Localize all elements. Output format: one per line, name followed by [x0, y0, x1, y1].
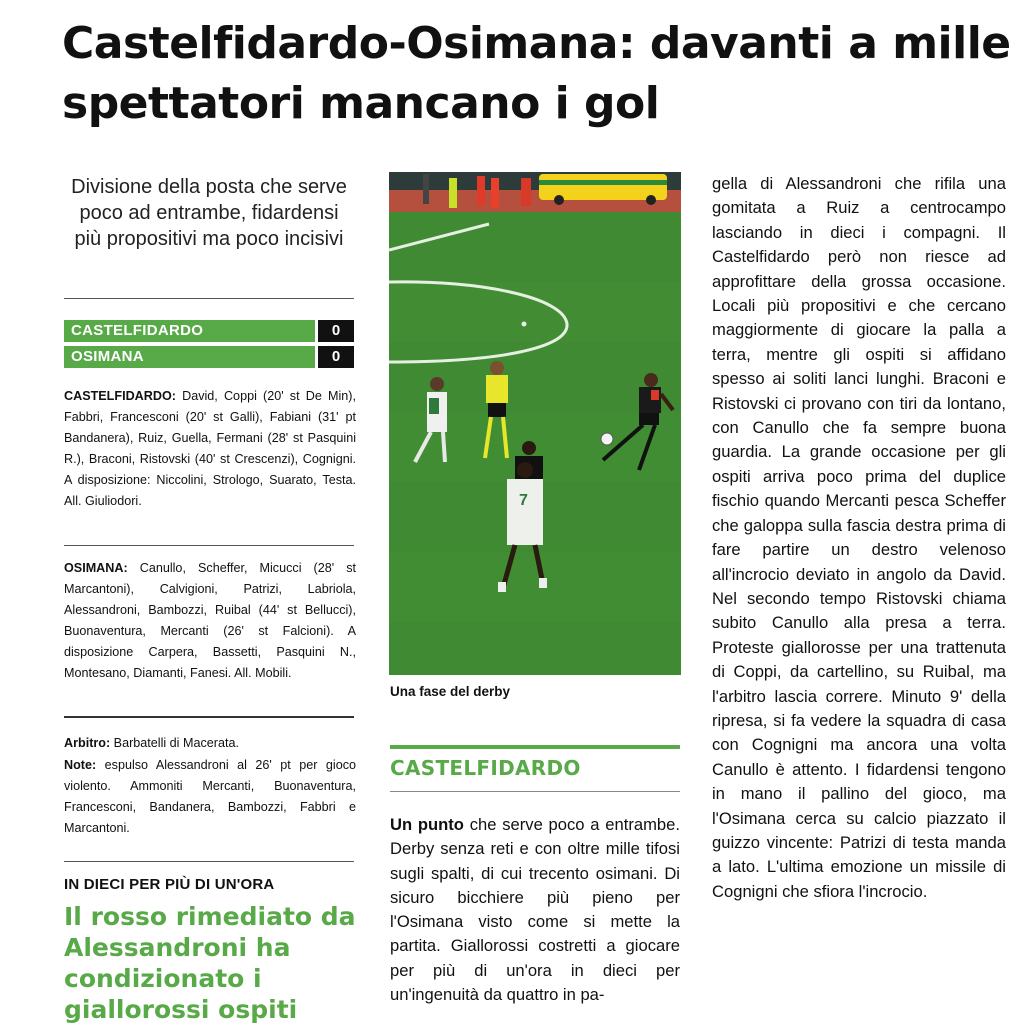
article-lead: Un punto — [390, 815, 464, 834]
home-lineup-text: David, Coppi (20' st De Min), Fabbri, Francesconi (20' st Galli), Fabiani (31' pt Bandanera), Ruiz, Guella, Fermani (28' st Pasquini R.), Braconi, Ristovski (40' st Crescenzi), Cognigni. A disposizione: Niccolini, Strologo, Suarato, Testa. All. Giuliodori. — [64, 389, 356, 508]
score-team-name: OSIMANA — [64, 346, 315, 368]
referee-label: Arbitro: — [64, 736, 111, 750]
section-title: CASTELFIDARDO — [390, 756, 581, 780]
score-goals: 0 — [318, 320, 354, 342]
referee-text: Barbatelli di Macerata. — [113, 736, 239, 750]
home-lineup-label: CASTELFIDARDO: — [64, 389, 176, 403]
article-column-2: gella di Alessandroni che rifila una gomitata a Ruiz a centrocampo lasciando in dieci i compagni. Il Castelfidardo però non riesce ad approfittare della grossa occasione. Locali più propositivi e che cercano maggiormente di giocare la palla a terra, mentre gli ospiti si affidano spesso ai soliti lanci lunghi. Braconi e Ristovski ci provano con tiri da lontano, con Canullo che fa sempre buona guardia. La grande occasione per gli ospiti arriva poco prima del duplice fischio quando Mercanti pesca Scheffer che galoppa sulla fascia destra prima di fare partire un destro velenoso all'incrocio deviato in angolo da David. Nel secondo tempo Ristovski chiama subito Canullo alla presa a terra. Proteste giallorosse per una trattenuta di Coppi, da cartellino, su Ruibal, ma l'arbitro lascia correre. Minuto 9' della ripresa, si fa vedere la squadra di casa con Cognigni ma ancora una volta Canullo è attento. I fidardensi tengono in mano il pallino del gioco, ma l'Osimana cerca su calcio piazzato il guizzo vincente: Patrizi di testa manda a lato. L'ultima emozione un missile di Cognigni che sfiora l'incrocio. — [712, 174, 1006, 901]
score-row-home — [64, 320, 354, 342]
match-photo — [389, 172, 681, 675]
section-rule — [390, 745, 680, 749]
shirt-number: 7 — [519, 492, 528, 509]
score-goals: 0 — [318, 346, 354, 368]
divider — [64, 298, 354, 299]
divider — [64, 545, 354, 546]
headline: Castelfidardo-Osimana: davanti a mille spettatori mancano i gol — [62, 18, 1011, 129]
article-text-1: che serve poco a entrambe. Derby senza reti e con oltre mille tifosi sugli spalti, di cui trecento osimani. Di sicuro bicchiere più pieno per l'Osimana visto come si mette la partita. Giallorossi costretti a giocare per più di un'ora in dieci per un'ingenuità da quattro in pa- — [390, 815, 680, 1005]
divider — [64, 716, 354, 718]
score-row-away — [64, 346, 354, 368]
away-lineup-label: OSIMANA: — [64, 561, 128, 575]
away-lineup — [64, 558, 356, 684]
subheadline: Divisione della posta che serve poco ad entrambe, fidardensi più propositivi ma poco incisivi — [71, 176, 347, 250]
divider — [64, 861, 354, 862]
pull-quote: Il rosso rimediato da Alessandroni ha condizionato i giallorossi ospiti — [64, 902, 356, 1024]
divider — [390, 791, 680, 792]
referee-info — [64, 733, 356, 754]
match-notes — [64, 755, 356, 839]
score-team-name: CASTELFIDARDO — [64, 320, 315, 342]
article-column-1 — [390, 813, 680, 1007]
notes-label: Note: — [64, 758, 97, 772]
away-lineup-text: Canullo, Scheffer, Micucci (28' st Marcantoni), Calvigioni, Patrizi, Labriola, Alessandroni, Bambozzi, Ruibal (44' st Bellucci), Buonaventura, Mercanti (26' st Falcioni). A disposizione Carpera, Bassetti, Pasquini N., Montesano, Diamanti, Fanesi. All. Mobili. — [64, 561, 357, 680]
home-lineup — [64, 386, 356, 512]
notes-text: espulso Alessandroni al 26' pt per gioco violento. Ammoniti Mercanti, Buonaventura, Francesconi, Bandanera, Bambozzi, Fabbri e Marcantoni. — [64, 758, 356, 835]
photo-caption: Una fase del derby — [390, 684, 511, 699]
sidebar-kicker: IN DIECI PER PIÙ DI UN'ORA — [64, 876, 275, 893]
ball — [601, 433, 613, 445]
